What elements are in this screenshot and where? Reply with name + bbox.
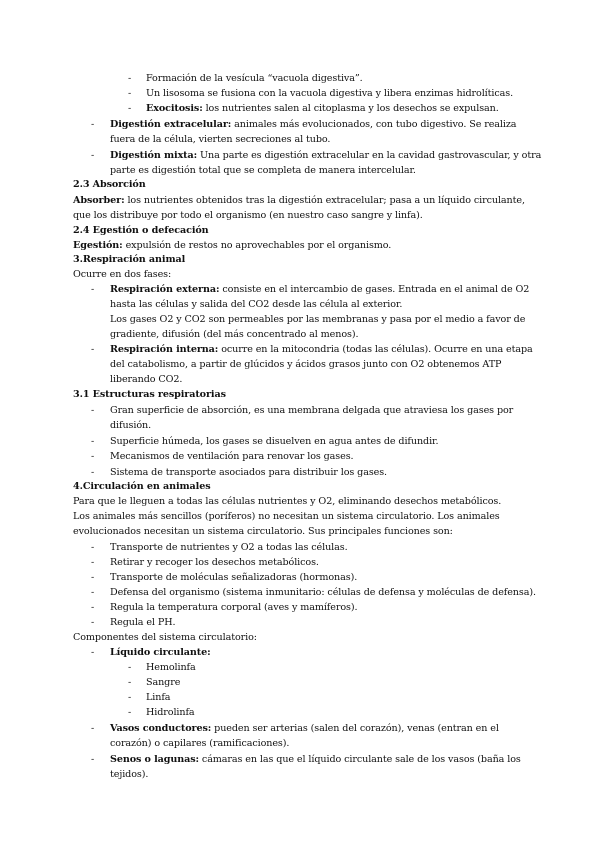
funcion-item: Regula la temperatura corporal (aves y mamíferos). [110, 602, 358, 613]
term-exocitosis: Exocitosis: [146, 103, 203, 114]
heading-estructuras: 3.1 Estructuras respiratorias [73, 389, 226, 400]
funcion-item: Regula el PH. [110, 617, 176, 628]
bullet-dash: - [128, 677, 132, 688]
bullet-dash: - [128, 662, 132, 673]
respiracion-externa-l4: gradiente, difusión (del más concentrado al menos). [110, 329, 359, 340]
digestion-mixta-cont: parte es digestión total que se completa de manera intercelular. [110, 165, 416, 176]
bullet-dash: - [91, 542, 95, 553]
bullet-dash: - [91, 647, 95, 658]
respiracion-externa-l3: Los gases O2 y CO2 son permeables por las membranas y pasa por el medio a favor de [110, 314, 526, 325]
egestion-text: Egestión: expulsión de restos no aprovechables por el organismo. [73, 240, 392, 251]
funcion-item: Defensa del organismo (sistema inmunitario: células de defensa y moléculas de defensa). [110, 587, 536, 598]
senos-lagunas: Senos o lagunas: cámaras en las que el líquido circulante sale de los vasos (baña los [110, 754, 521, 765]
bullet-dash: - [128, 692, 132, 703]
estructura-item: Superficie húmeda, los gases se disuelven en agua antes de difundir. [110, 436, 439, 447]
bullet-dash: - [91, 557, 95, 568]
bullet-dash: - [91, 617, 95, 628]
circulacion-p1: Para que le lleguen a todas las células nutrientes y O2, eliminando desechos metabólicos. [73, 496, 502, 507]
bullet-dash: - [128, 707, 132, 718]
estructura-item: Mecanismos de ventilación para renovar los gases. [110, 451, 354, 462]
sub-item-vacuola: Formación de la vesícula “vacuola digestiva”. [146, 73, 363, 84]
bullet-dash: - [91, 405, 95, 416]
liquido-item: Hemolinfa [146, 662, 196, 673]
bullet-dash: - [91, 284, 95, 295]
sub-item-exocitosis: Exocitosis: los nutrientes salen al citoplasma y los desechos se expulsan. [146, 103, 499, 114]
estructura-item: Sistema de transporte asociados para distribuir los gases. [110, 467, 387, 478]
bullet-dash: - [91, 587, 95, 598]
circulacion-p2: Los animales más sencillos (poríferos) no necesitan un sistema circulatorio. Los animales [73, 511, 500, 522]
estructura-item: Gran superficie de absorción, es una membrana delgada que atraviesa los gases por [110, 405, 514, 416]
liquido-circulante: Líquido circulante: [110, 647, 211, 658]
heading-egestion: 2.4 Egestión o defecación [73, 225, 209, 236]
sub-item-lisosoma: Un lisosoma se fusiona con la vacuola digestiva y libera enzimas hidrolíticas. [146, 88, 514, 99]
absorcion-text-cont: que los distribuye por todo el organismo (en nuestro caso sangre y linfa). [73, 210, 423, 221]
respiracion-externa-l2: hasta las células y salida del CO2 desde las célula al exterior. [110, 299, 403, 310]
funcion-item: Transporte de moléculas señalizadoras (hormonas). [110, 572, 358, 583]
estructura-item-cont: difusión. [110, 420, 152, 431]
bullet-dash: - [91, 150, 95, 161]
vasos-conductores-cont: corazón) o capilares (ramificaciones). [110, 738, 290, 749]
bullet-dash: - [128, 88, 132, 99]
funcion-item: Transporte de nutrientes y O2 a todas las células. [110, 542, 348, 553]
bullet-dash: - [91, 723, 95, 734]
heading-absorcion: 2.3 Absorción [73, 179, 146, 190]
respiracion-intro: Ocurre en dos fases: [73, 269, 172, 280]
bullet-dash: - [128, 103, 132, 114]
respiracion-interna-l3: liberando CO2. [110, 374, 183, 385]
senos-lagunas-cont: tejidos). [110, 769, 149, 780]
bullet-dash: - [91, 572, 95, 583]
bullet-dash: - [91, 754, 95, 765]
bullet-dash: - [91, 344, 95, 355]
bullet-dash: - [91, 602, 95, 613]
liquido-item: Hidrolinfa [146, 707, 195, 718]
respiracion-externa: Respiración externa: consiste en el intercambio de gases. Entrada en el animal de O2 [110, 284, 530, 295]
bullet-dash: - [91, 436, 95, 447]
bullet-dash: - [128, 73, 132, 84]
digestion-extracelular: Digestión extracelular: animales más evolucionados, con tubo digestivo. Se realiza [110, 119, 517, 130]
funcion-item: Retirar y recoger los desechos metabólicos. [110, 557, 319, 568]
vasos-conductores: Vasos conductores: pueden ser arterias (salen del corazón), venas (entran en el [110, 723, 499, 734]
bullet-dash: - [91, 451, 95, 462]
respiracion-interna: Respiración interna: ocurre en la mitocondria (todas las células). Ocurre en una etapa [110, 344, 533, 355]
bullet-dash: - [91, 467, 95, 478]
liquido-item: Sangre [146, 677, 181, 688]
heading-circulacion: 4.Circulación en animales [73, 481, 211, 492]
respiracion-interna-l2: del catabolismo, a partir de glúcidos y ácidos grasos junto con O2 obtenemos ATP [110, 359, 502, 370]
digestion-mixta: Digestión mixta: Una parte es digestión extracelular en la cavidad gastrovascular, y otra [110, 150, 542, 161]
digestion-extracelular-cont: fuera de la célula, vierten secreciones al tubo. [110, 134, 331, 145]
circulacion-p3: evolucionados necesitan un sistema circulatorio. Sus principales funciones son: [73, 526, 453, 537]
absorcion-text: Absorber: los nutrientes obtenidos tras la digestión extracelular; pasa a un líquido circulante, [73, 195, 525, 206]
componentes-intro: Componentes del sistema circulatorio: [73, 632, 257, 643]
heading-respiracion: 3.Respiración animal [73, 254, 186, 265]
liquido-item: Linfa [146, 692, 171, 703]
bullet-dash: - [91, 119, 95, 130]
